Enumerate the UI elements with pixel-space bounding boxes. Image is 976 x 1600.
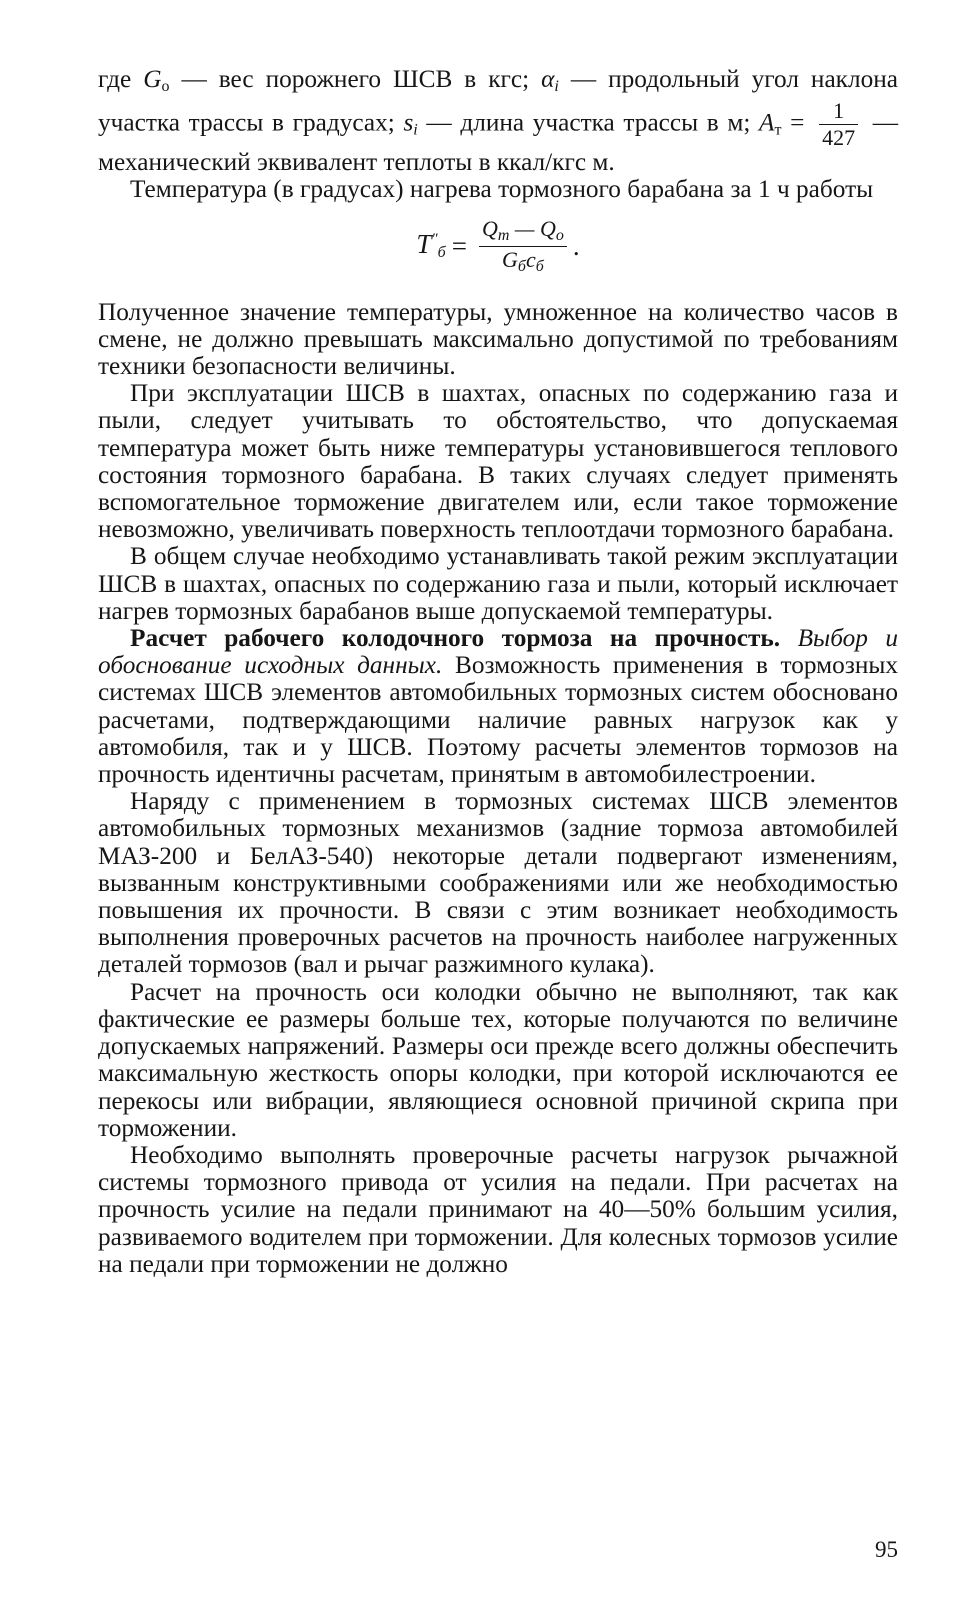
paragraph-1: Полученное значение температуры, умноженное на количество часов в смене, не должно превышать максимально допустимой по требованиям техники безопасности величины.	[98, 297, 898, 381]
paragraph-6: Расчет на прочность оси колодки обычно не выполняют, так как фактические ее размеры больше тех, которые получаются по величине допускаемых напряжений. Размеры оси прежде всего должны обеспечить максимальную жесткость опоры колодки, при которой исключаются ее перекосы или вибрации, являющиеся основной причиной скрипа при торможении.	[98, 977, 898, 1142]
subscript: o	[161, 78, 170, 95]
formula-lhs	[416, 229, 445, 259]
subscript: i	[554, 78, 559, 95]
symbol-t: T	[416, 229, 432, 259]
text-fragment: — механический эквивалент теплоты в ккал/кгс м.	[98, 108, 899, 177]
subscript: o	[555, 226, 564, 244]
temperature-formula	[98, 215, 898, 275]
subscript: i	[413, 121, 418, 139]
symbol-s: s	[403, 108, 414, 137]
paragraph-2: При эксплуатации ШСВ в шахтах, опасных по содержанию газа и пыли, следует учитывать то обстоятельство, что допускаемая температура может быть ниже температуры установившегося теплового состояния тормозного барабана. В таких случаях следует применять вспомогательное торможение двигателем или, если такое торможение невозможно, увеличивать поверхность теплоотдачи тормозного барабана.	[98, 379, 898, 544]
fraction-1-427	[819, 100, 858, 149]
subscript: т	[774, 121, 782, 139]
symbol-q: Q	[481, 215, 498, 241]
subscript: т	[497, 226, 510, 244]
fraction-numerator	[479, 215, 567, 246]
symbol-q: — Q	[509, 215, 556, 241]
variable-definitions	[98, 66, 898, 176]
text-fragment: — вес порожнего ШСВ в кгс;	[169, 65, 542, 93]
symbol-c: c	[525, 246, 536, 272]
symbol-a: A	[759, 108, 775, 137]
formula-fraction	[479, 215, 567, 275]
page-text	[98, 66, 898, 1278]
symbol-alpha: α	[541, 65, 555, 93]
fraction-denominator: 427	[819, 124, 858, 149]
paragraph-3: В общем случае необходимо устанавливать такой режим эксплуатации ШСВ в шахтах, опасных по содержанию газа и пыли, который исключает нагрев тормозных барабанов выше допускаемой температуры.	[98, 542, 898, 625]
subscript: б	[437, 244, 446, 261]
fraction-numerator: 1	[833, 98, 845, 124]
text-fragment: где	[98, 65, 144, 93]
text-fragment: — продольный угол наклона участка трассы в градусах;	[98, 65, 899, 137]
symbol-g0: G	[143, 65, 162, 93]
paragraph-4	[98, 625, 898, 788]
equals-sign: =	[451, 230, 467, 261]
paragraph-4-text: Возможность применения в тормозных системах ШСВ элементов автомобильных тормозных систем обосновано расчетами, подтверждающими наличие равных нагрузок как у автомобиля, так и у ШСВ. Поэтому расчеты элементов тормозов на прочность идентичны расчетам, принятым в автомобилестроении.	[98, 651, 898, 789]
fraction-denominator	[479, 246, 567, 275]
subscript: б	[535, 257, 544, 275]
period: .	[572, 230, 580, 261]
section-heading: Расчет рабочего колодочного тормоза на прочность.	[130, 624, 781, 653]
symbol-g: G	[502, 246, 518, 272]
paragraph-temperature: Температура (в градусах) нагрева тормозного барабана за 1 ч работы	[130, 175, 874, 204]
subscript: б	[517, 257, 526, 275]
subsection-heading: Выбор и обоснование исходных данных.	[98, 624, 899, 680]
text-fragment: — длина участка трассы в м;	[417, 108, 751, 137]
superscript: ″	[431, 231, 438, 247]
equals-sign: =	[781, 108, 814, 137]
paragraph-7: Необходимо выполнять проверочные расчеты нагрузок рычажной системы тормозного привода от усилия на педали. При расчетах на прочность усилие на педали принимают на 40—50% большим усилия, развиваемого водителем при торможении. Для колесных тормозов усилие на педали при торможении не должно	[98, 1140, 898, 1278]
page-number: 95	[875, 1537, 898, 1562]
paragraph-5: Наряду с применением в тормозных системах ШСВ элементов автомобильных тормозных механизмов (задние тормоза автомобилей МАЗ-200 и БелАЗ-540) некоторые детали подвергают изменениям, вызванным конструктивными соображениями или же необходимостью повышения их прочности. В связи с этим возникает необходимость выполнения проверочных расчетов на прочность наиболее нагруженных деталей тормозов (вал и рычаг разжимного кулака).	[98, 787, 898, 979]
